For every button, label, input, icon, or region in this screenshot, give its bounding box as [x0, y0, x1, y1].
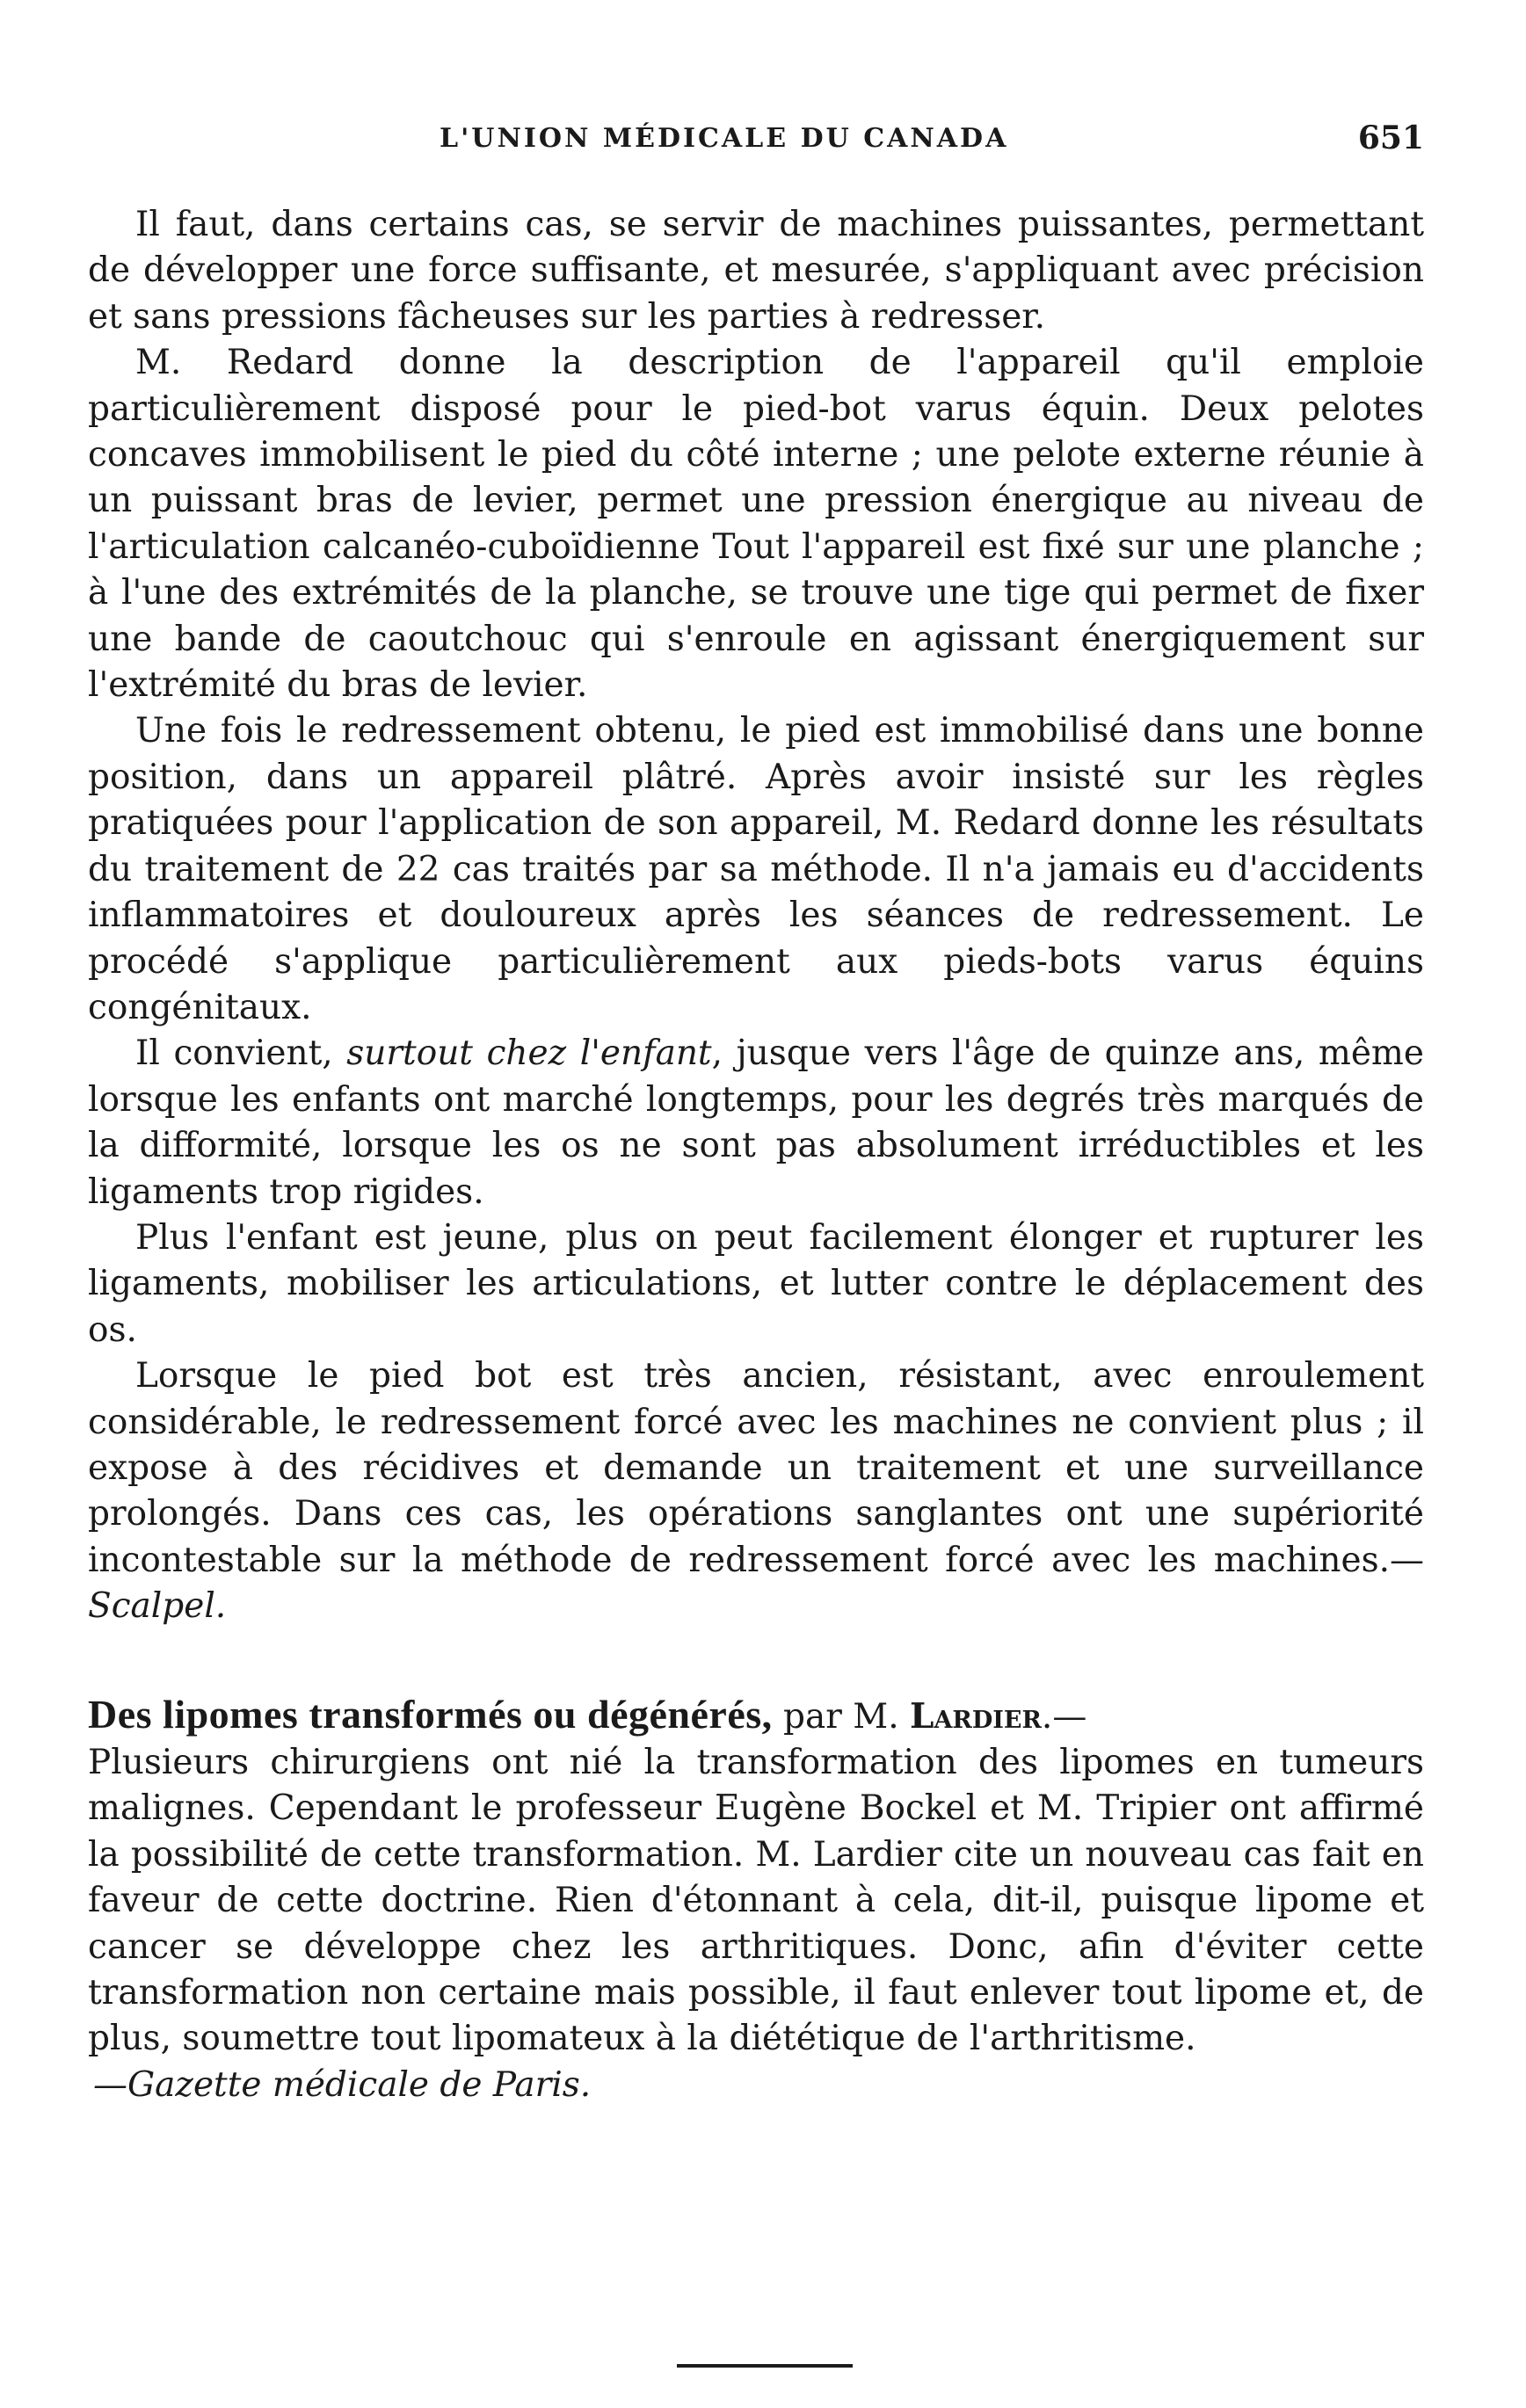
paragraph-4-emphasis: surtout chez l'enfant	[346, 1034, 712, 1074]
article-source: —Gazette médicale de Paris.	[93, 2064, 592, 2105]
article-body-paragraph	[88, 1692, 1424, 2063]
running-title: L'UNION MÉDICALE DU CANADA	[440, 123, 1009, 154]
paragraph-6	[88, 1353, 1424, 1629]
paragraph-3: Une fois le redressement obtenu, le pied est immobilisé dans une bonne position, dans un appareil plâtré. Après avoir insisté sur les règles pratiquées pour l'application de son appareil, M. Redard donne les résultats du traitement de 22 cas traités par sa méthode. Il n'a jamais eu d'accidents inflammatoires et douloureux après les séances de redressement. Le procédé s'applique particulièrement aux pieds-bots varus équins congénitaux.	[88, 711, 1424, 1027]
paragraph-6-source: Scalpel.	[88, 1586, 227, 1627]
paragraph-1: Il faut, dans certains cas, se servir de machines puissantes, permettant de développer une force suffisante, et mesurée, s'appliquant avec précision et sans pressions fâcheuses sur les parties à redresser.	[88, 205, 1424, 337]
article-lipomes	[88, 1692, 1424, 2109]
page-number: 651	[1357, 120, 1424, 156]
paragraph-5: Plus l'enfant est jeune, plus on peut facilement élonger et rupturer les ligaments, mobiliser les articulations, et lutter contre le déplacement des os.	[88, 1217, 1424, 1350]
paragraph-6-text: Lorsque le pied bot est très ancien, résistant, avec enroulement considérable, le redressement forcé avec les machines ne convient plus ; il expose à des récidives et demande un traitement et une surveillance prolongés. Dans ces cas, les opérations sanglantes ont une supériorité incontestable sur la méthode de redressement forcé avec les machines.—	[88, 1356, 1424, 1580]
article-body: Plusieurs chirurgiens ont nié la transformation des lipomes en tumeurs malignes. Cependant le professeur Eugène Bockel et M. Tripier ont affirmé la possibilité de cette transformation. M. Lardier cite un nouveau cas fait en faveur de cette doctrine. Rien d'étonnant à cela, dit-il, puisque lipome et cancer se développe chez les arthritiques. Donc, afin d'éviter cette transformation non certaine mais possible, il faut enlever tout lipome et, de plus, soumettre tout lipomateux à la diététique de l'arthritisme.	[88, 1743, 1424, 2059]
page	[88, 120, 1424, 2108]
article-dash: .—	[1041, 1696, 1087, 1737]
running-head	[88, 120, 1424, 176]
paragraph-2: M. Redard donne la description de l'appareil qu'il emploie particulièrement disposé pour le pied-bot varus équin. Deux pelotes concaves immobilisent le pied du côté interne ; une pelote externe réunie à un puissant bras de levier, permet une pression énergique au niveau de l'articulation calcanéo-cuboïdienne Tout l'appareil est fixé sur une planche ; à l'une des extrémités de la planche, se trouve une tige qui permet de fixer une bande de caoutchouc qui s'enroule en agissant énergiquement sur l'extrémité du bras de levier.	[88, 343, 1424, 706]
article-author: Lardier	[910, 1695, 1042, 1737]
paragraph-4-start: Il convient,	[135, 1034, 347, 1074]
article-byline: par M.	[772, 1696, 911, 1737]
paragraph-4-end: , jusque vers l'âge de quinze ans, même lorsque les enfants ont marché longtemps, pour les degrés très marqués de la difformité, lorsque les os ne sont pas absolument irréductibles et les ligaments trop rigides.	[88, 1034, 1424, 1212]
paragraph-4	[88, 1031, 1424, 1215]
article-title: Des lipomes transformés ou dégénérés,	[88, 1691, 773, 1737]
closing-rule	[677, 2364, 853, 2368]
